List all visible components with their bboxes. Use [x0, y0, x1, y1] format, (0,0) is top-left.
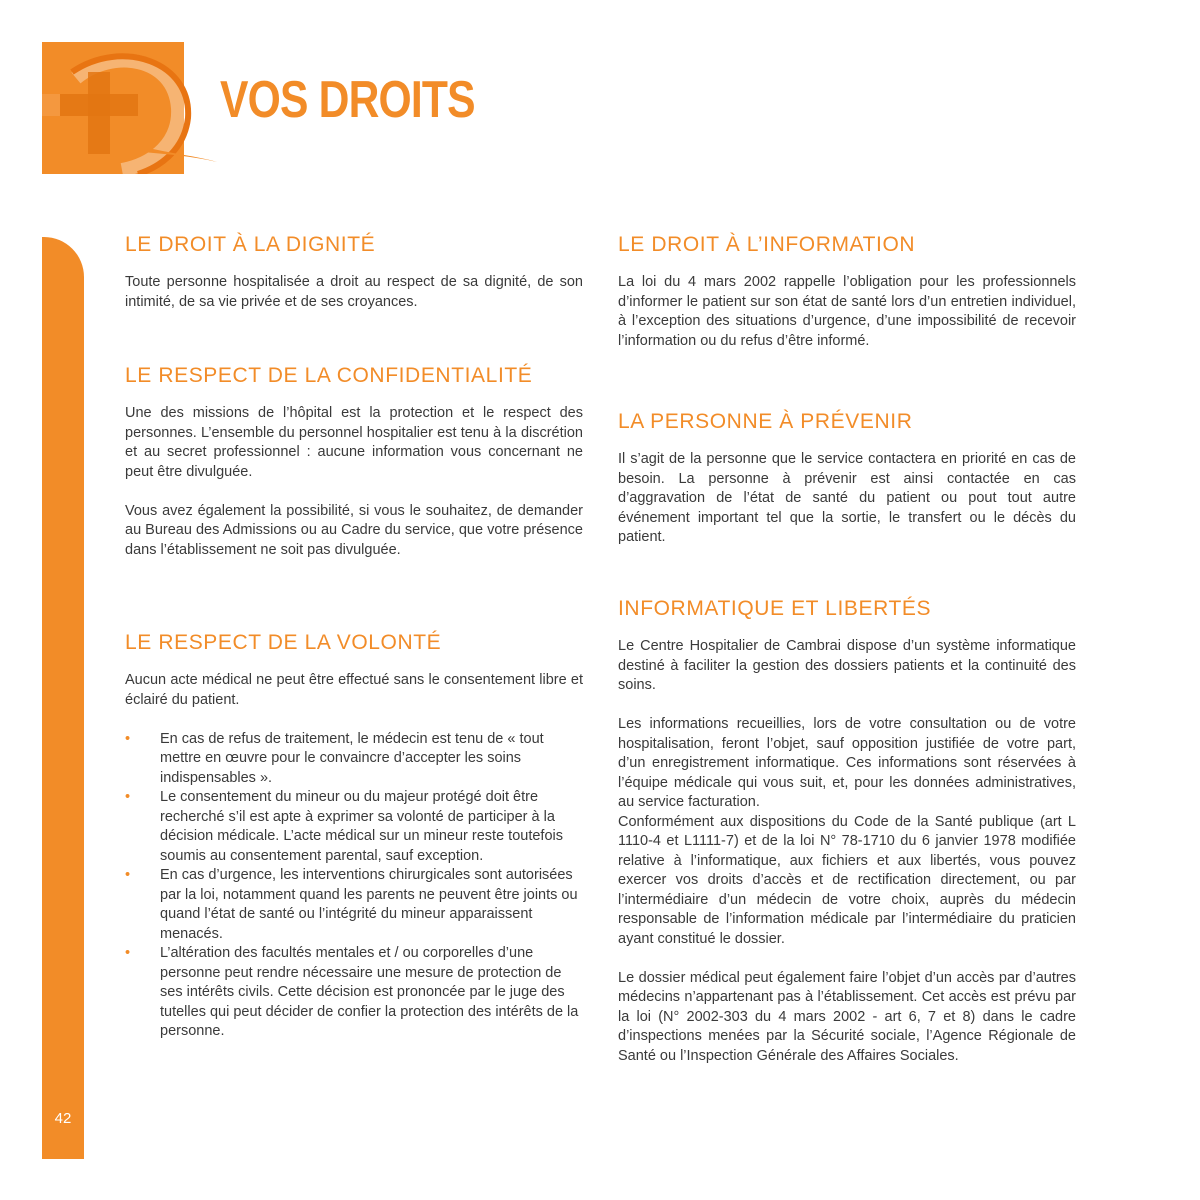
side-bar — [42, 237, 84, 1159]
section-heading: LE RESPECT DE LA VOLONTÉ — [125, 631, 442, 654]
section-text: La loi du 4 mars 2002 rappelle l’obligation pour les professionnels d’informer le patient sur son état de santé lors d’un entretien individuel, à l’exception des situations d’urgence, d’une impossibilité de recevoir l’information ou du refus d’être informé. — [618, 274, 1076, 349]
bullet-icon: • — [125, 789, 131, 805]
section-logo — [42, 42, 217, 174]
section-confidentialite — [125, 364, 583, 560]
list-item: • En cas d’urgence, les interventions chirurgicales sont autorisées par la loi, notamment quand les parents ne peuvent être joints ou quand l’état de santé ou l’intégrité du mineur apparaissent menacés. — [125, 867, 578, 942]
section-text: Toute personne hospitalisée a droit au respect de sa dignité, de son intimité, de sa vie privée et de ses croyances. — [125, 274, 583, 310]
list-item: • L’altération des facultés mentales et / ou corporelles d’une personne peut rendre nécessaire une mesure de protection de ses intérêts civils. Cette décision est prononcée par le juge des tutelles qui peut décider de confier la protection des intérêts de la personne. — [125, 945, 579, 1039]
page-number: 42 — [54, 1110, 72, 1127]
section-text: Vous avez également la possibilité, si vous le souhaitez, de demander au Bureau des Admissions ou au Cadre du service, que votre présence dans l’établissement ne soit pas divulguée. — [125, 502, 583, 558]
bullet-icon: • — [125, 730, 131, 747]
bullet-icon: • — [125, 867, 131, 883]
section-text: Il s’agit de la personne que le service contactera en priorité en cas de besoin. La personne à prévenir est ainsi contactée en cas d’aggravation de l’état de santé du patient ou pout tout autre événement important tel que la sortie, le transfert ou le décès du patient. — [618, 451, 1076, 545]
section-text: Conformément aux dispositions du Code de la Santé publique (art L 1110-4 et L1111-7) et de la loi N° 78-1710 du 6 janvier 1978 modifiée relative à l’informatique, aux fichiers et aux libertés, vous pouvez exercer vos droits d’accès et de rectification directement, ou par l’intermédiaire d’un médecin de votre choix, auprès du médecin responsable de l’information médicale par l’intermédiaire du praticien ayant constitué le dossier. — [618, 813, 1076, 947]
page-title: VOS DROITS — [220, 71, 475, 129]
section-heading: LA PERSONNE À PRÉVENIR — [618, 410, 913, 433]
list-item: • En cas de refus de traitement, le médecin est tenu de « tout mettre en œuvre pour le convaincre d’accepter les soins indispensables ». — [125, 730, 544, 786]
droits-emblem-icon — [42, 42, 217, 174]
section-heading: INFORMATIQUE ET LIBERTÉS — [618, 597, 932, 620]
section-personne-a-prevenir — [618, 410, 1076, 548]
section-text: Les informations recueillies, lors de votre consultation ou de votre hospitalisation, feront l’objet, sauf opposition justifiée de votre part, d’un enregistrement informatique. Ces informations sont réservées à l’équipe médicale qui vous suit, et, pour les données administratives, au service facturation. — [618, 716, 1076, 810]
section-text: Une des missions de l’hôpital est la protection et le respect des personnes. L’ensemble du personnel hospitalier est tenu à la discrétion et au secret professionnel : aucune information vous concernant ne peut être divulguée. — [125, 405, 583, 480]
list-item: • Le consentement du mineur ou du majeur protégé doit être recherché s’il est apte à exprimer sa volonté de participer à la décision médicale. L’acte médical sur un mineur reste toutefois soumis au consentement parental, sauf exception. — [125, 789, 563, 864]
section-informatique — [618, 597, 1076, 1066]
section-text: Aucun acte médical ne peut être effectué sans le consentement libre et éclairé du patient. — [125, 672, 583, 708]
section-information — [618, 233, 1076, 351]
section-heading: LE DROIT À L’INFORMATION — [618, 233, 916, 256]
section-text: Le Centre Hospitalier de Cambrai dispose d’un système informatique destiné à faciliter la gestion des dossiers patients et la continuité des soins. — [618, 638, 1076, 693]
section-text: Le dossier médical peut également faire l’objet d’un accès par d’autres médecins n’appartenant pas à l’établissement. Cet accès est prévu par la loi (N° 2002-303 du 4 mars 2002 - art 6, 7 et 8) dans le cadre d’inspections menées par la Sécurité sociale, l’Agence Régionale de Santé ou l’Inspection Générale des Affaires Sociales. — [618, 969, 1076, 1064]
section-dignite — [125, 233, 583, 312]
section-heading: LE RESPECT DE LA CONFIDENTIALITÉ — [125, 364, 533, 387]
section-volonte — [125, 631, 583, 1042]
bullet-list — [125, 730, 583, 1042]
bullet-icon: • — [125, 945, 131, 961]
section-heading: LE DROIT À LA DIGNITÉ — [125, 233, 376, 256]
